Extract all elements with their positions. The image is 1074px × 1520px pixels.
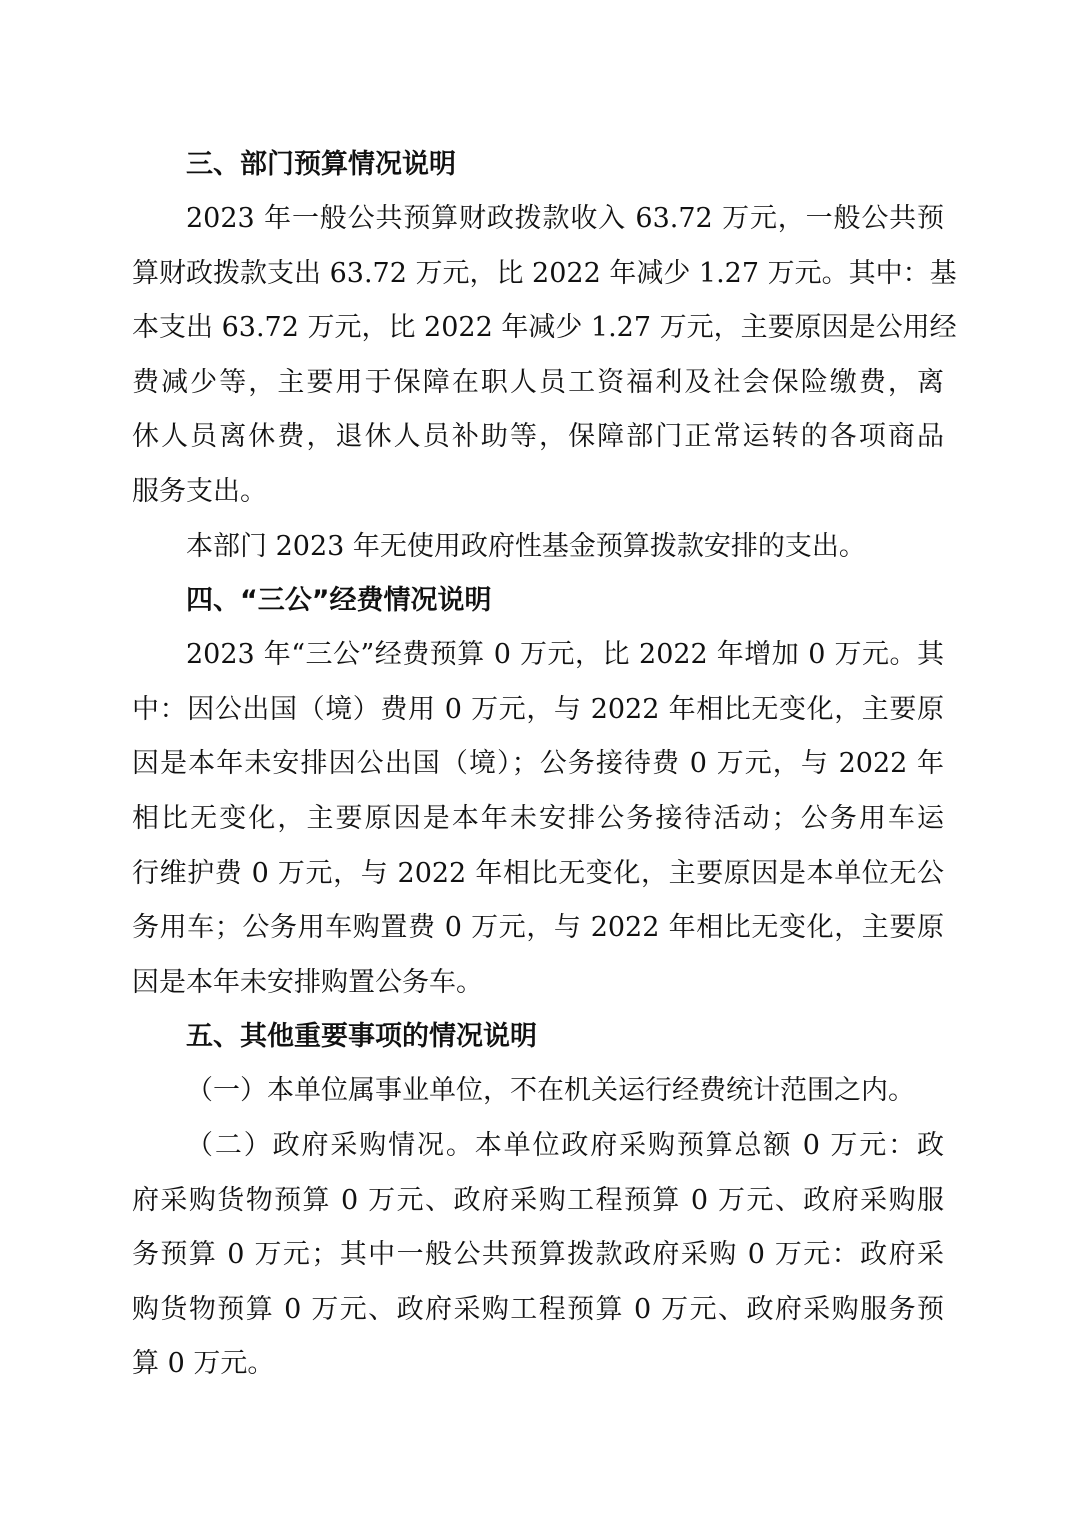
text-line: 2023 年一般公共预算财政拨款收入 63.72 万元，一般公共预 [186,203,944,234]
text-line: 服务支出。 [132,475,267,507]
text-line: （一）本单位属事业单位，不在机关运行经费统计范围之内。 [186,1075,915,1107]
paragraph-budget-expenditure [132,192,957,520]
text-line: 本支出 63.72 万元，比 2022 年减少 1.27 万元，主要原因是公用经 [132,312,957,344]
text-line: 费减少等，主要用于保障在职人员工资福利及社会保险缴费，离 [132,366,944,398]
text-line: 购货物预算 0 万元、政府采购工程预算 0 万元、政府采购服务预 [132,1293,944,1325]
section-heading-budget: 三、部门预算情况说明 [186,149,456,180]
text-line: 务用车；公务用车购置费 0 万元，与 2022 年相比无变化，主要原 [132,912,944,944]
text-line: 本部门 2023 年无使用政府性基金预算拨款安排的支出。 [186,530,866,562]
text-line: 算财政拨款支出 63.72 万元，比 2022 年减少 1.27 万元。其中：基 [132,257,957,289]
paragraph-operating-expenses [132,1064,944,1119]
text-line: 因是本年未安排因公出国（境）；公务接待费 0 万元，与 2022 年 [132,748,944,780]
paragraph-procurement [132,1119,944,1392]
paragraph-government-fund [132,520,944,575]
text-line: 中：因公出国（境）费用 0 万元，与 2022 年相比无变化，主要原 [132,693,944,725]
text-line: （二）政府采购情况。本单位政府采购预算总额 0 万元：政 [186,1129,944,1161]
text-line: 行维护费 0 万元，与 2022 年相比无变化，主要原因是本单位无公 [132,857,944,889]
text-line: 府采购货物预算 0 万元、政府采购工程预算 0 万元、政府采购服 [132,1184,944,1216]
text-line: 相比无变化，主要原因是本年未安排公务接待活动；公务用车运 [132,802,944,834]
text-line: 因是本年未安排购置公务车。 [132,966,483,998]
text-line: 2023 年“三公”经费预算 0 万元，比 2022 年增加 0 万元。其 [186,639,944,671]
paragraph-three-public-expenses [132,628,944,1010]
document-page [132,138,957,1392]
section-heading-other-matters: 五、其他重要事项的情况说明 [186,1021,537,1053]
section-heading-three-public: 四、“三公”经费情况说明 [186,585,492,617]
text-line: 休人员离休费，退休人员补助等，保障部门正常运转的各项商品 [132,421,944,453]
text-line: 算 0 万元。 [132,1348,275,1380]
text-line: 务预算 0 万元；其中一般公共预算拨款政府采购 0 万元：政府采 [132,1239,944,1271]
